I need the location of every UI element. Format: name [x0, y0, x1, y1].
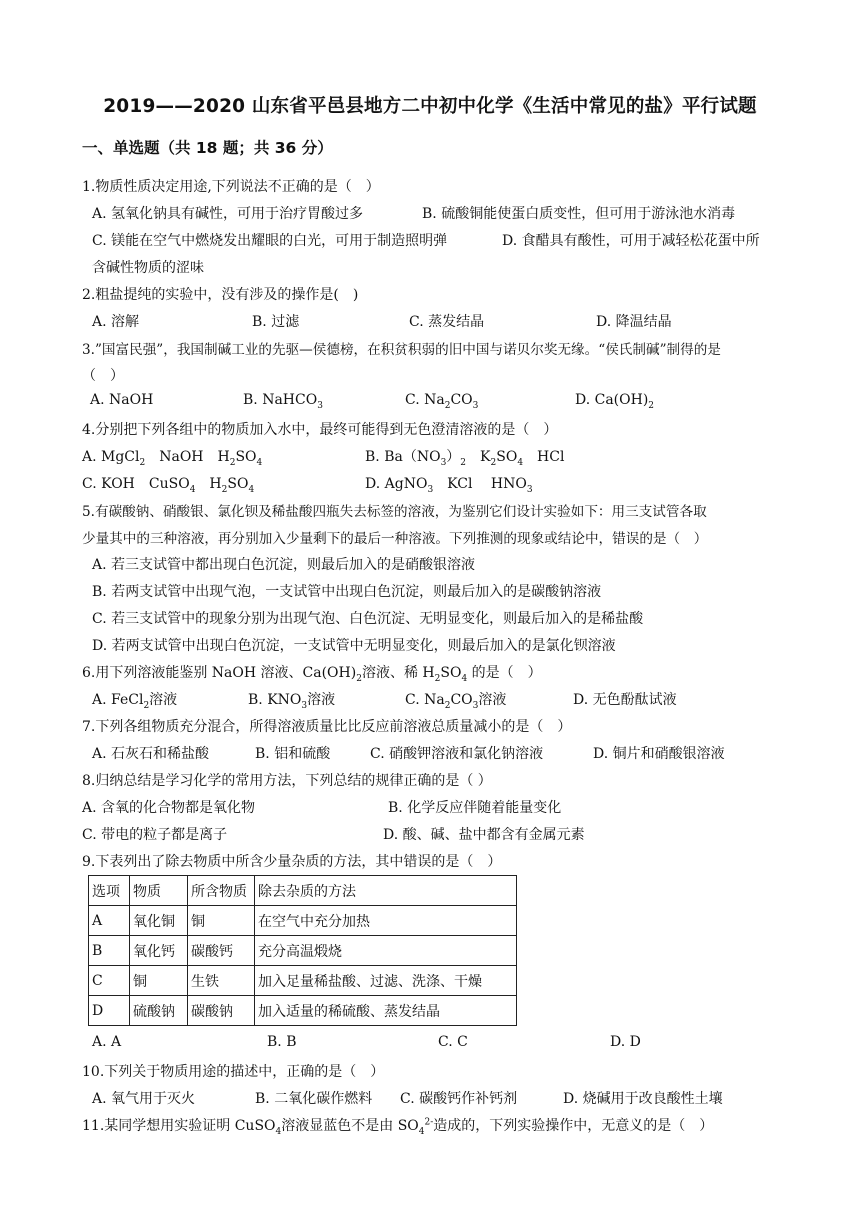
table-cell: 碳酸钠: [188, 996, 255, 1026]
q9-option-d: D. D: [610, 1034, 641, 1050]
q10-option-d: D. 烧碱用于改良酸性土壤: [563, 1091, 723, 1107]
question-11-stem: 11.某同学想用实验证明 CuSO$_4$溶液显蓝色不是由 $SO_4^{2-}$造成的，下列实验操作中，无意义的是（ ）: [82, 1117, 714, 1137]
q5-option-a: A. 若三支试管中都出现白色沉淀，则最后加入的是硝酸银溶液: [92, 557, 476, 573]
table-row: [89, 966, 517, 996]
table-cell: 氧化钙: [130, 936, 188, 966]
q7-option-d: D. 铜片和硝酸银溶液: [593, 746, 725, 762]
table-cell: 碳酸钙: [188, 936, 255, 966]
q5-option-c: C. 若三支试管中的现象分别为出现气泡、白色沉淀、无明显变化，则最后加入的是稀盐酸: [92, 611, 644, 627]
q10-option-b: B. 二氧化碳作燃料: [255, 1091, 373, 1107]
q6-option-c: C. $Na_2CO_3$溶液: [405, 692, 507, 711]
q2-option-d: D. 降温结晶: [596, 314, 672, 330]
table-cell: B: [89, 936, 130, 966]
question-2-stem: 2.粗盐提纯的实验中，没有涉及的操作是( ): [82, 287, 359, 303]
table-cell: C: [89, 966, 130, 996]
q10-option-a: A. 氧气用于灭火: [92, 1091, 196, 1107]
q1-option-d: D. 食醋具有酸性，可用于减轻松花蛋中所: [502, 233, 760, 249]
q9-option-b: B. B: [267, 1034, 297, 1050]
table-cell: 生铁: [188, 966, 255, 996]
question-5-stem: 5.有碳酸钠、硝酸银、氯化钡及稀盐酸四瓶失去标签的溶液，为鉴别它们设计实验如下：用三支试管各取: [82, 504, 707, 520]
q4-option-c: C. KOH CuSO$_4$ $H_2SO_4$: [82, 476, 255, 495]
table-cell: 在空气中充分加热: [255, 906, 517, 936]
q4-option-a: A. MgCl$_2$ NaOH $H_2SO_4$: [82, 449, 263, 468]
question-3-stem-cont: （ ）: [82, 368, 124, 384]
q8-option-a: A. 含氧的化合物都是氧化物: [82, 800, 256, 816]
question-4-stem: 4.分别把下列各组中的物质加入水中，最终可能得到无色澄清溶液的是（ ）: [82, 422, 558, 438]
q5-option-b: B. 若两支试管中出现气泡，一支试管中出现白色沉淀，则最后加入的是碳酸钠溶液: [92, 584, 602, 600]
q2-option-c: C. 蒸发结晶: [409, 314, 485, 330]
q7-option-c: C. 硝酸钾溶液和氯化钠溶液: [370, 746, 544, 762]
q10-option-c: C. 碳酸钙作补钙剂: [400, 1091, 518, 1107]
q9-option-c: C. C: [438, 1034, 468, 1050]
table-cell: A: [89, 906, 130, 936]
table-cell: 铜: [130, 966, 188, 996]
question-7-stem: 7.下列各组物质充分混合，所得溶液质量比比反应前溶液总质量减小的是（ ）: [82, 719, 572, 735]
question-3-stem: 3.”国富民强”，我国制碱工业的先驱—侯德榜，在积贫积弱的旧中国与诺贝尔奖无缘。“侯氏制碱”制得的是: [82, 342, 721, 358]
table-cell: 物质: [130, 876, 188, 906]
question-5-stem-cont: 少量其中的三种溶液，再分别加入少量剩下的最后一种溶液。下列推测的现象或结论中，错误的是（ ）: [82, 531, 708, 547]
question-10-stem: 10.下列关于物质用途的描述中，正确的是（ ）: [82, 1064, 385, 1080]
question-8-stem: 8.归纳总结是学习化学的常用方法，下列总结的规律正确的是（ ）: [82, 773, 492, 789]
table-cell: 加入足量稀盐酸、过滤、洗涤、干燥: [255, 966, 517, 996]
table-cell: 氧化铜: [130, 906, 188, 936]
table-row: [89, 936, 517, 966]
q3-option-d: D. $Ca(OH)_2$: [575, 392, 655, 411]
q6-option-a: A. FeCl$_2$溶液: [92, 692, 178, 711]
q1-option-d-cont: 含碱性物质的涩味: [92, 260, 204, 276]
q7-option-a: A. 石灰石和稀盐酸: [92, 746, 210, 762]
q5-option-d: D. 若两支试管中出现白色沉淀，一支试管中无明显变化，则最后加入的是氯化钡溶液: [92, 638, 616, 654]
question-6-stem: 6.用下列溶液能鉴别 NaOH 溶液、$Ca(OH)_2$溶液、稀 $H_2SO_4$ 的是（ ）: [82, 665, 542, 684]
table-cell: 选项: [89, 876, 130, 906]
question-1-stem: 1.物质性质决定用途,下列说法不正确的是（ ）: [82, 179, 380, 195]
table-cell: 除去杂质的方法: [255, 876, 517, 906]
table-cell: 所含物质: [188, 876, 255, 906]
q1-option-c: C. 镁能在空气中燃烧发出耀眼的白光，可用于制造照明弹: [92, 233, 448, 249]
question-9-stem: 9.下表列出了除去物质中所含少量杂质的方法，其中错误的是（ ）: [82, 854, 502, 870]
q1-option-b: B. 硫酸铜能使蛋白质变性，但可用于游泳池水消毒: [422, 206, 736, 222]
q4-option-b: B. $Ba(NO_3)_2$ $K_2SO_4$ HCl: [365, 449, 565, 468]
q6-option-b: B. $KNO_3$溶液: [248, 692, 336, 711]
q2-option-b: B. 过滤: [252, 314, 300, 330]
q3-option-a: A. NaOH: [90, 392, 154, 408]
q2-option-a: A. 溶解: [92, 314, 140, 330]
q9-option-a: A. A: [92, 1034, 122, 1050]
q8-option-c: C. 带电的粒子都是离子: [82, 827, 228, 843]
section-heading: 一、单选题（共 18 题；共 36 分）: [82, 139, 333, 157]
q7-option-b: B. 铝和硫酸: [255, 746, 331, 762]
q8-option-d: D. 酸、碱、盐中都含有金属元素: [383, 827, 585, 843]
q3-option-b: B. NaHCO$_3$: [243, 392, 323, 411]
q4-option-d: D. AgNO$_3$ KCl $HNO_3$: [365, 476, 533, 495]
q3-option-c: C. $Na_2CO_3$: [405, 392, 479, 411]
q9-table: [88, 875, 517, 1026]
q8-option-b: B. 化学反应伴随着能量变化: [388, 800, 562, 816]
q6-option-d: D. 无色酚酞试液: [573, 692, 677, 708]
page-title: 2019——2020 山东省平邑县地方二中初中化学《生活中常见的盐》平行试题: [103, 96, 757, 117]
table-row: [89, 876, 517, 906]
table-cell: 加入适量的稀硫酸、蒸发结晶: [255, 996, 517, 1026]
table-cell: 硫酸钠: [130, 996, 188, 1026]
table-row: [89, 906, 517, 936]
table-cell: 铜: [188, 906, 255, 936]
table-row: [89, 996, 517, 1026]
table-cell: D: [89, 996, 130, 1026]
table-cell: 充分高温煅烧: [255, 936, 517, 966]
q1-option-a: A. 氢氧化钠具有碱性，可用于治疗胃酸过多: [92, 206, 364, 222]
